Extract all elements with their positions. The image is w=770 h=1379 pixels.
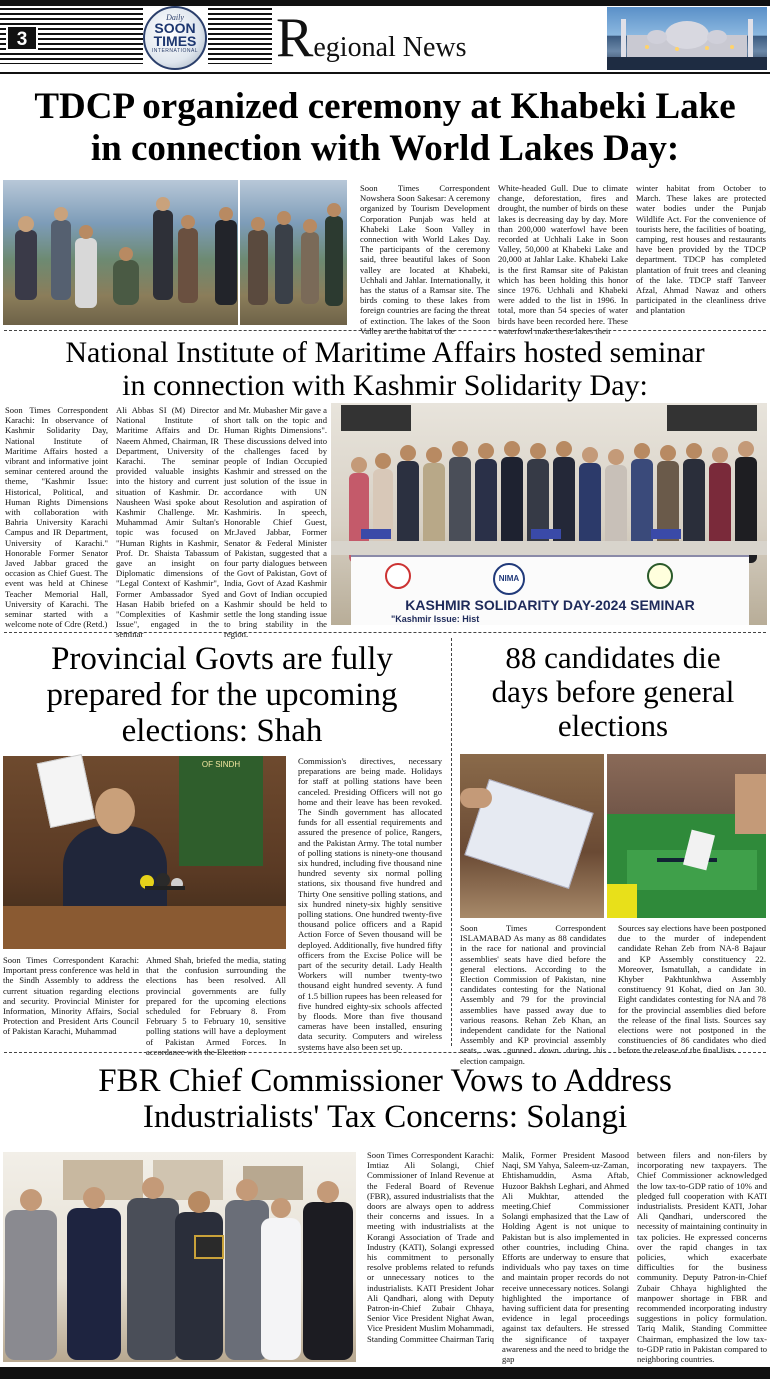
sindh-flag [179, 756, 263, 866]
story3-headline-line2: prepared for the upcoming [46, 677, 398, 713]
story4-headline [458, 641, 768, 743]
story3-headline-line1: Provincial Govts are fully [51, 641, 393, 677]
logo-times: TIMES [153, 33, 197, 49]
column-divider [451, 638, 452, 1046]
story2-column-3: and Mr. Mubasher Mir gave a short talk on the topic and Human Rights Dimensions". These discussions delved into the challenges faced by people of Indian Occupied Kashmir and stressed on the just solution of the issue in accordance with UN Resolution and aspiration of Kashmiris. In speech, Honorable Chief Guest, Mr.Javed Jabbar, Former Senator & Federal Minister of Pakistan, suggested that a four party dialogues between the Govt of Pakistan, Govt of India, Govt of Azad Kashmir and Govt of Indian occupied Kashmir should be held to settle the long standing issue to bring stability in the region. [224, 405, 327, 640]
story5-column-1: Soon Times Correspondent Karachi: Imtiaz Ali Solangi, Chief Commissioner of Inland Revenue at the Federal Board of Revenue (FBR), assured industrialists that the doors are always open to address their concerns and issues. In a meeting with industrialists at the Korangi Association of Trade and Industry (KATI), Solangi expressed his commitment to personally resolve problems related to refunds or unnecessary notices to the industrialists. KATI President Johar Ali Qandhari, along with Deputy Patron-in-Chief Zubair Chhaya, Senior Vice President Nighat Awan, Vice President Muslim Mohammadi, Standing Committee Chairman Tariq [367, 1150, 494, 1344]
story4-headline-line3: elections [557, 708, 669, 743]
story5-headline [0, 1063, 770, 1135]
story3-column-3: Commission's directives, necessary preparations are being made. Holidays for staff at polling stations have been canceled. Presiding Officers will not go home and their leave has been revoked. The Sindh government has allocated funds for all essential requirements and assured the presence of police, Rangers, and the Pakistan Army. The total number of polling stations is ninety-one thousand six hundred, including five thousand nine hundred seventy six normal polling stations, six thousand five hundred and Thirty One sensitive polling stations, and six hundred ninety-six highly sensitive polling stations. One hundred twenty-five thousand police officers and a Rapid Action Force of Seven thousand will be deployed. Additionally, five hundred fifty officers from the Excise Police will be part of the security detail. Lady Health Workers will number twenty-two thousand eight hundred seventy. A fund of 1.5 billion rupees has been released for five hundred eighty-six schools affected by floods. More than five thousand cameras have been installed, ensuring data security. Computers and wireless systems have also been set up. [298, 756, 442, 1052]
story1-column-3: winter habitat from October to March. These lakes are protected water bodies under the Punjab Wildlife Act. For the convenience of tourists here, the facilities of boating, camping, rest houses and restaurants have been provided by the TDCP department. TDCP has completed plantation of fruit trees and cleaning of the lake. TDCP staff Tanveer Afzal, Ahmad Nawaz and others participated in the cleanliness drive and plantation [636, 183, 766, 316]
page-number: 3 [16, 29, 28, 50]
mosque-silhouette-icon [607, 7, 767, 70]
masthead-photo-mosque [607, 7, 767, 70]
banner-logo-text: NIMA [498, 574, 520, 583]
desk [3, 906, 286, 949]
story1-headline-line2: in connection with World Lakes Day: [90, 128, 680, 169]
story2-column-2: Ali Abbas SI (M) Director National Institute of Maritime Affairs and Dr. Naeem Ahmed, Chairman, IR Department, University of Karachi. The seminar provided valuable insights into the history and current situation of Kashmir. Dr. Nausheen Wasi spoke about Kashmir Challenge. Mr. Muhammad Amir Sultan's topic was focused on "Human Rights in Kashmir, Prof. Dr. Shaista Tabassum gave an insight on Diplomatic dimensions of "Legal Context of Kashmir", Former Ambassador Syed Hasan Habib briefed on a "Complexities of Kashmir Issue", engaged in the seminar [116, 405, 219, 640]
banner-subtitle: "Kashmir Issue: Hist [391, 614, 480, 624]
held-paper [37, 754, 96, 828]
ballot-box-icon [607, 754, 766, 918]
logo-international: INTERNATIONAL [151, 48, 199, 54]
story3-column-1: Soon Times Correspondent Karachi: Important press conference was held in the Sindh Assembly to address the current situation regarding elections and security. Provincial Minister for Information, Minority Affairs, Social Protection and President Arts Council of Pakistan Karachi, Muhammad [3, 955, 139, 1037]
seminar-banner [351, 555, 749, 625]
story3-headline-line3: elections: Shah [121, 713, 323, 749]
story2-column-1: Soon Times Correspondent Karachi: In observance of Kashmir Solidarity Day, National Institute of Maritime Affairs hosted a vibrant and informative joint seminar centered around the theme, "Kashmir Issue: Historical, Political, and Human Rights Dimensions with collaboration with Bahria University Karachi Campus and IR Department, University of Karachi." Honorable Former Senator Javed Jabbar graced the occasion as Chief Guest. The event was held at Chinese Teacher Memorial Hall, University of Karachi. The seminar started with a welcome note of Cdre (Retd.) [5, 405, 108, 630]
masthead-stripes-mid [208, 8, 272, 64]
section-title-rest: egional News [313, 32, 467, 63]
story1-photo-lake-ceremony [3, 180, 347, 325]
bottom-rule [0, 1367, 770, 1379]
story1-headline-line1: TDCP organized ceremony at Khabeki Lake [34, 86, 736, 127]
story3-headline [0, 641, 444, 749]
story1-headline [0, 86, 770, 170]
story5-photo-fbr-meeting [3, 1152, 356, 1362]
newspaper-logo [143, 6, 207, 70]
story5-column-2: Malik, Former President Masood Naqi, SM Yahya, Saleem-uz-Zaman, Ehtishamuddin, Asma Aftab, Huzoor Bakhsh Leghari, and Ahmed Ali Mukhtar, attended the meeting.Chief Commissioner Solangi emphasized that the Law of Holding Agent is not unique to Pakistan but is also implemented in other countries, including China. Efforts are underway to ensure that individuals who pay taxes on time and maintain proper records do not receive unnecessary notices. Solangi highlighted the importance of having sufficient data for presenting evidence in legal proceedings against tax defaulters. He stressed the significance of taxpayer awareness and the need to bridge the gap [502, 1150, 629, 1365]
people-planting-icon [3, 180, 347, 325]
story4-separator [4, 1052, 766, 1053]
story5-headline-line1: FBR Chief Commissioner Vows to Address [98, 1063, 672, 1099]
masthead-rule [0, 72, 770, 74]
delegation-group-icon [3, 1152, 356, 1362]
logo-soon: SOON [154, 20, 196, 36]
section-title [276, 8, 467, 68]
story4-photo-nomination-papers [460, 754, 604, 918]
story4-column-1: Soon Times Correspondent ISLAMABAD As many as 88 candidates in the race for national and provincial assemblies' seats have died before the general elections. According to the Election Commission of Pakistan, nine candidates contesting for the National Assembly and 79 for the provincial assemblies have passed away due to various reasons. Rehan Zeb Khan, an independent candidate for the National Assembly and KP provincial assembly seats, was gunned down during his election campaign. [460, 923, 606, 1066]
story2-headline-line2: in connection with Kashmir Solidarity Day: [122, 369, 648, 402]
story4-column-2: Sources say elections have been postponed due to the murder of independent candidate Rehan Zeb from NA-8 Bajaur and KP Assembly constituency 22. Moreover, Ismatullah, a candidate in Khyber Pakhtunkhwa Assembly constituency 91 Kohat, died on Jan 30. Eight candidates contesting for NA and 78 for the provincial assemblies died before the release of the final lists. Sources say elections were not postponed in the constituencies of 86 candidates who died before the release of the final lists. [618, 923, 766, 1056]
banner-right-emblem-icon [647, 563, 673, 589]
section-title-initial: R [276, 7, 314, 69]
banner-left-emblem-icon [385, 563, 411, 589]
microphones-icon [137, 872, 197, 902]
page-number-badge [6, 25, 38, 51]
story2-headline [0, 336, 770, 402]
hand [460, 788, 492, 808]
story1-column-1: Soon Times Correspondent Nowshera Soon Sakesar: A ceremony organized by Tourism Development Corporation Punjab was held at Khabeki Lake Soon Valley in connection with World Lakes Day. The participants of the ceremony said, three beautiful lakes of Soon valley are located at Khabeki, Uchhali and Jahlar. Internationally, it has the status of a Ramsar site. The birds coming to these lakes from foreign countries are facing the threat of extinction. The lakes of the Soon Valley are the habitat of the [360, 183, 490, 336]
story1-column-2: White-headed Gull. Due to climate change, deforestation, fires and drought, the number of birds on these lakes is decreasing day by day. More than 200,000 waterfowl have been recorded at Uchhali Lake in Soon Valley, 50,000 at Khabeki Lake and 20,000 at Jahlar Lake. Khabeki Lake is the first Ramsar site of Pakistan which has been holding this honor since 1976. Uchhali and Khabeki were added to the list in 1996. In total, more than 54 species of water birds have been recorded here. These waterfowl make these lakes their [498, 183, 628, 336]
speaker-head [95, 788, 135, 834]
story1-separator [4, 330, 766, 331]
banner-title: KASHMIR SOLIDARITY DAY-2024 SEMINAR [405, 597, 695, 613]
story3-column-2: Ahmed Shah, briefed the media, stating that the confusion surrounding the elections has been resolved. All provincial governments are fully prepared for the upcoming elections scheduled for February 8. From February 5 to February 10, sensitive polling stations will have a deployment of Pakistan Armed Forces. In accordance with the Election [146, 955, 286, 1057]
nima-logo-icon [493, 563, 525, 595]
story3-photo-press-conference [3, 756, 286, 949]
story5-column-3: between filers and non-filers by incorporating new taxpayers. The Chief Commissioner acknowledged the low tax-to-GDP ratio of 10% and pledged full cooperation with KATI industrialists. President KATI, Johar Ali Qandhari, underscored the necessity of maintaining continuity in tax policies. He expressed concerns over the rapid changes in tax policies, which exacerbate difficulties for the business community. Deputy Patron-in-Chief Zubair Chhaya highlighted the manpower shortage in FBR and recommended incorporating industry suggestions in policy formulation. Tariq Malik, Standing Committee Chairman, emphasized the low tax-to-GDP ratio in Pakistan compared to neighboring countries. [637, 1150, 767, 1365]
story2-photo-seminar [331, 403, 767, 625]
flag-text: OF SINDH [201, 760, 241, 769]
top-rule [0, 0, 770, 6]
story5-headline-line2: Industrialists' Tax Concerns: Solangi [142, 1099, 628, 1135]
story4-headline-line1: 88 candidates die [505, 640, 721, 675]
story4-photo-ballot-box [607, 754, 766, 918]
story4-headline-line2: days before general [491, 674, 735, 709]
story2-separator [4, 632, 766, 633]
logo-daily: Daily [166, 13, 184, 22]
story2-headline-line1: National Institute of Maritime Affairs hosted seminar [65, 336, 705, 369]
